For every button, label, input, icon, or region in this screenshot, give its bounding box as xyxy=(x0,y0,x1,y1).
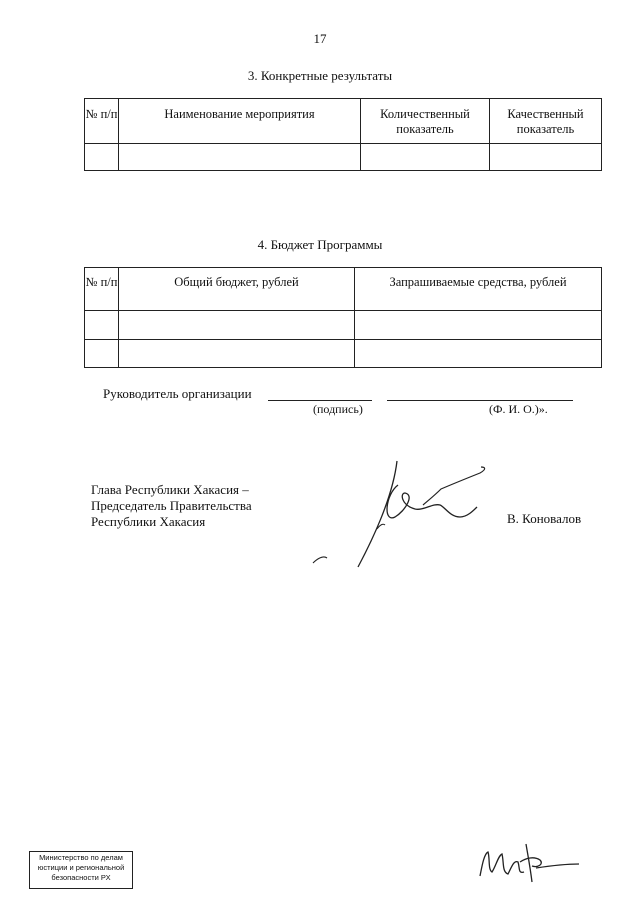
ministry-stamp: Министерство по делам юстиции и региональной безопасности РХ xyxy=(29,851,133,889)
name-blank xyxy=(387,400,573,401)
table-row xyxy=(85,311,602,340)
handwritten-signature xyxy=(305,455,505,575)
table-row xyxy=(85,144,602,171)
manager-label: Руководитель организации xyxy=(103,386,252,401)
official-title: Глава Республики Хакасия – Председатель Правительства Республики Хакасия xyxy=(91,482,252,529)
results-table xyxy=(84,98,602,171)
header-number: № п/п xyxy=(85,99,119,144)
signature-caption: (подпись) xyxy=(313,402,363,416)
signer-name: В. Коновалов xyxy=(507,511,582,526)
section-3-title: 3. Конкретные результаты xyxy=(247,68,393,83)
page-number: 17 xyxy=(313,31,327,46)
signature-blank xyxy=(268,400,372,401)
name-caption: (Ф. И. О.)». xyxy=(489,402,548,416)
initials-signature xyxy=(474,836,584,886)
header-quantitative: Количественный показатель xyxy=(361,99,490,144)
header-activity: Наименование мероприятия xyxy=(119,99,361,144)
table-row xyxy=(85,340,602,368)
header-requested-funds: Запрашиваемые средства, рублей xyxy=(355,268,602,311)
header-total-budget: Общий бюджет, рублей xyxy=(119,268,355,311)
section-4-title: 4. Бюджет Программы xyxy=(257,237,383,252)
header-qualitative: Качественный показатель xyxy=(490,99,602,144)
header-number: № п/п xyxy=(85,268,119,311)
budget-table xyxy=(84,267,602,368)
